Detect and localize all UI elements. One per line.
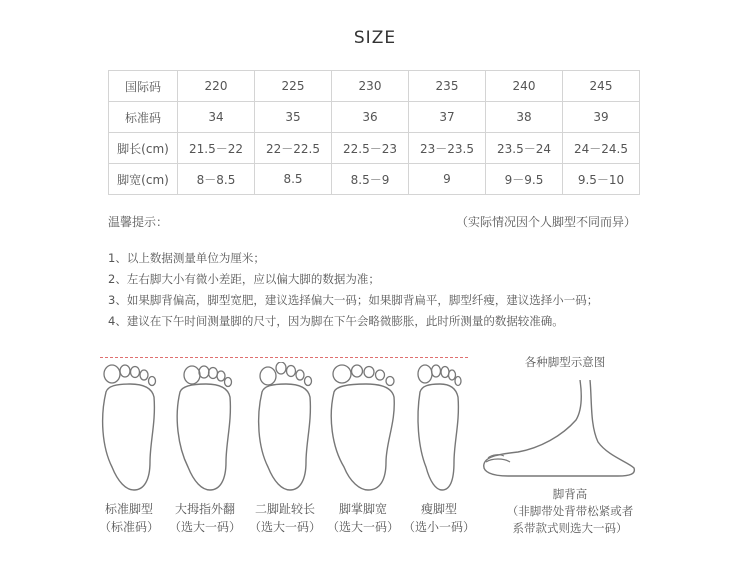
table-cell: 245 — [563, 71, 640, 102]
side-view-advice: （非脚带处背带松紧或者 — [506, 504, 634, 518]
side-view-title: 各种脚型示意图 — [524, 355, 606, 369]
table-cell: 8.5－9 — [332, 164, 409, 195]
toe-guide-line — [100, 357, 468, 358]
table-cell: 230 — [332, 71, 409, 102]
table-cell: 9－9.5 — [486, 164, 563, 195]
tips-note: （实际情况因个人脚型不同而异） — [455, 215, 636, 229]
row-header: 脚长(cm) — [109, 133, 178, 164]
table-cell: 9.5－10 — [563, 164, 640, 195]
foot-type-advice: （选大一码） — [248, 520, 321, 534]
high-instep-foot-icon — [478, 380, 642, 478]
standard-foot-icon — [96, 362, 162, 494]
table-cell: 225 — [255, 71, 332, 102]
foot-caption — [240, 500, 330, 536]
tips-list — [108, 248, 598, 332]
slim-foot-icon — [410, 362, 468, 494]
wide-foot-icon — [328, 362, 400, 494]
table-cell: 37 — [409, 102, 486, 133]
long-second-toe-foot-icon — [252, 362, 318, 494]
foot-type-advice: （选大一码） — [168, 520, 241, 534]
table-cell: 21.5－22 — [178, 133, 255, 164]
foot-type-name: 脚掌脚宽 — [338, 502, 387, 516]
foot-caption — [160, 500, 250, 536]
row-header: 脚宽(cm) — [109, 164, 178, 195]
foot-type-advice: （标准码） — [98, 520, 159, 534]
foot-type-name: 标准脚型 — [104, 502, 153, 516]
foot-type-name: 瘦脚型 — [420, 502, 457, 516]
table-cell: 35 — [255, 102, 332, 133]
foot-type-advice: （选大一码） — [326, 520, 399, 534]
tips-heading: 温馨提示： — [108, 215, 169, 229]
table-cell: 220 — [178, 71, 255, 102]
table-cell: 39 — [563, 102, 640, 133]
table-row — [109, 102, 640, 133]
row-header: 标准码 — [109, 102, 178, 133]
foot-type-advice: （选小一码） — [402, 520, 475, 534]
tip-item: 2、左右脚大小有微小差距，应以偏大脚的数据为准； — [108, 272, 380, 286]
foot-caption — [394, 500, 484, 536]
table-cell: 240 — [486, 71, 563, 102]
page-title: SIZE — [353, 28, 397, 48]
tip-item: 3、如果脚背偏高，脚型宽肥，建议选择偏大一码；如果脚背扁平，脚型纤瘦，建议选择小一码； — [108, 293, 599, 307]
table-cell: 36 — [332, 102, 409, 133]
tip-item: 1、以上数据测量单位为厘米； — [108, 251, 265, 265]
size-table — [108, 70, 640, 195]
side-view-advice: 系带款式则选大一码） — [512, 521, 628, 535]
table-cell: 24－24.5 — [563, 133, 640, 164]
table-cell: 23.5－24 — [486, 133, 563, 164]
side-view-label: 脚背高 — [552, 487, 588, 501]
table-cell: 8－8.5 — [178, 164, 255, 195]
table-row — [109, 133, 640, 164]
table-cell: 235 — [409, 71, 486, 102]
row-header: 国际码 — [109, 71, 178, 102]
table-cell: 23－23.5 — [409, 133, 486, 164]
bunion-foot-icon — [172, 362, 238, 494]
table-cell: 22－22.5 — [255, 133, 332, 164]
table-cell: 8.5 — [255, 164, 332, 195]
foot-type-name: 大拇指外翻 — [174, 502, 235, 516]
table-cell: 34 — [178, 102, 255, 133]
table-row — [109, 164, 640, 195]
side-view-caption — [490, 486, 650, 537]
table-row — [109, 71, 640, 102]
foot-type-name: 二脚趾较长 — [254, 502, 315, 516]
table-cell: 38 — [486, 102, 563, 133]
tip-item: 4、建议在下午时间测量脚的尺寸，因为脚在下午会略微膨胀，此时所测量的数据较准确。 — [108, 314, 564, 328]
table-cell: 9 — [409, 164, 486, 195]
table-cell: 22.5－23 — [332, 133, 409, 164]
